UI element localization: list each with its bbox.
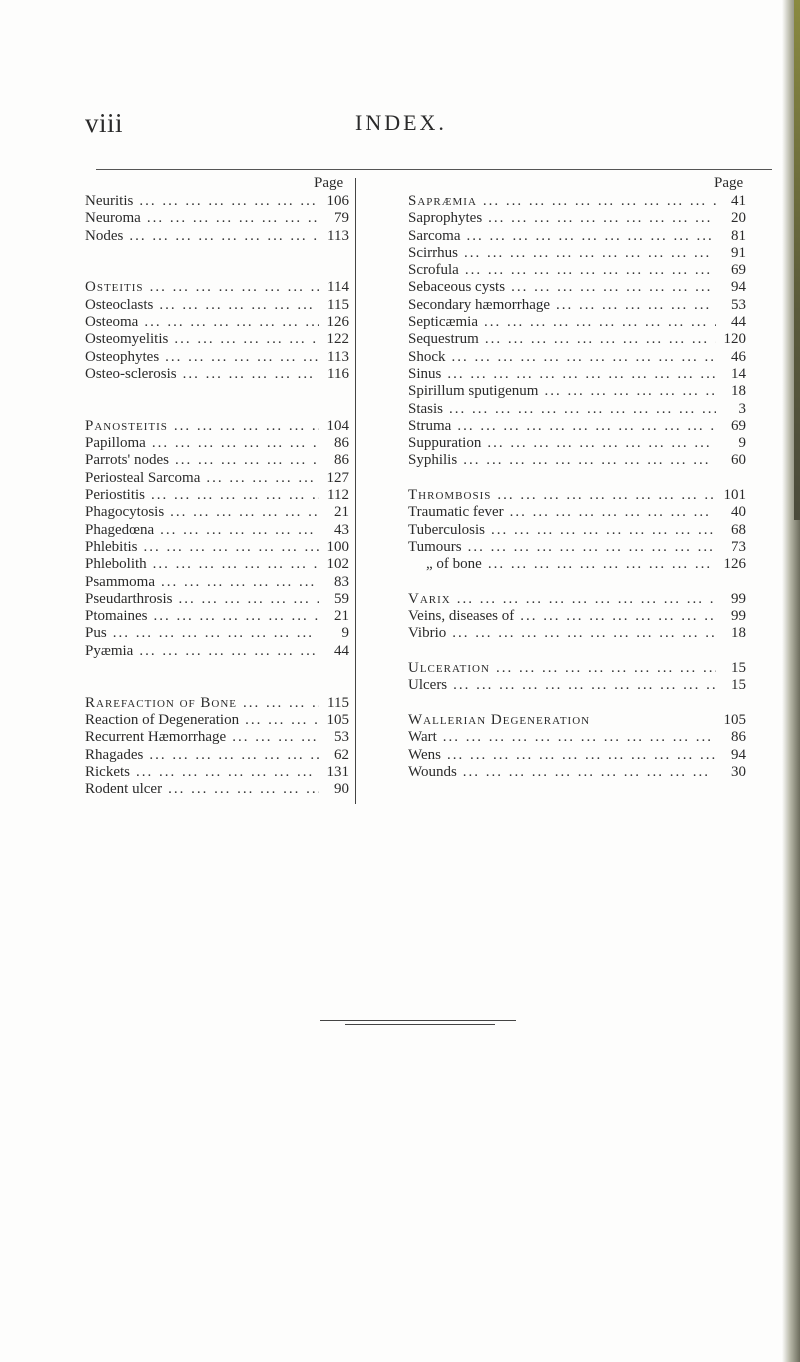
- page-number: 105: [723, 711, 746, 728]
- page-number: 120: [723, 331, 746, 348]
- page-number: 53: [334, 729, 349, 746]
- index-term: Septicæmia: [408, 314, 478, 331]
- index-term: Osteophytes: [85, 348, 160, 365]
- page-number: 73: [731, 538, 746, 555]
- entry-gap: [408, 695, 746, 712]
- index-column-right: [408, 193, 746, 781]
- leader-dots: [169, 452, 319, 469]
- index-term: Osteo-sclerosis: [85, 365, 177, 382]
- left-page-label: Page: [314, 175, 344, 191]
- leader-dots: [107, 625, 319, 642]
- index-entry: [85, 504, 349, 521]
- leader-dots: [159, 349, 319, 366]
- leader-dots: [143, 747, 319, 764]
- page-number: 94: [731, 279, 746, 296]
- end-rule-short: [345, 1024, 495, 1025]
- index-term: Sapræmia: [408, 193, 477, 209]
- entry-gap: [408, 643, 746, 660]
- index-term: Osteoma: [85, 314, 139, 331]
- index-term: Wens: [408, 746, 441, 763]
- top-rule: [96, 169, 772, 170]
- index-entry: [85, 210, 349, 227]
- index-entry: [85, 193, 349, 210]
- page-number: 113: [327, 227, 349, 244]
- leader-dots: [538, 383, 716, 400]
- index-term: Suppuration: [408, 435, 482, 452]
- index-term: Shock: [408, 348, 446, 365]
- index-term: Struma: [408, 417, 452, 434]
- index-term: Wounds: [408, 763, 457, 780]
- leader-dots: [141, 210, 319, 227]
- leader-dots: [457, 764, 716, 781]
- index-term: Sebaceous cysts: [408, 279, 506, 296]
- leader-dots: [446, 625, 716, 642]
- entry-gap: [408, 574, 746, 591]
- index-entry: [85, 556, 349, 573]
- page-number: 106: [326, 193, 349, 209]
- index-entry: [408, 729, 746, 746]
- page-number: 18: [731, 625, 746, 642]
- leader-dots: [491, 487, 716, 504]
- leader-dots: [482, 556, 716, 573]
- index-term: Pus: [85, 625, 107, 642]
- leader-dots: [146, 435, 319, 452]
- index-entry: [85, 712, 349, 729]
- index-entry: [85, 331, 349, 348]
- leader-dots: [462, 539, 716, 556]
- index-term: Vibrio: [408, 625, 447, 642]
- index-term: Sequestrum: [408, 331, 479, 348]
- leader-dots: [133, 193, 319, 210]
- leader-dots: [443, 401, 716, 418]
- index-term: Reaction of Degeneration: [85, 711, 240, 728]
- leader-dots: [162, 781, 319, 798]
- page-number: 15: [731, 660, 746, 677]
- running-head: INDEX.: [355, 110, 447, 135]
- page-number: 113: [327, 348, 349, 365]
- page-edge-stain: [794, 0, 800, 520]
- end-rule-long: [320, 1020, 516, 1021]
- page-number: 41: [731, 193, 746, 209]
- index-term: Varix: [408, 590, 451, 607]
- index-term: Nodes: [85, 227, 124, 244]
- leader-dots: [164, 504, 319, 521]
- page-number: 99: [731, 590, 746, 607]
- leader-dots: [133, 643, 319, 660]
- index-entry: [408, 383, 746, 400]
- index-entry: [408, 625, 746, 642]
- index-entry: [85, 781, 349, 798]
- page-number: 46: [731, 348, 746, 365]
- index-entry: [408, 504, 746, 521]
- index-term: Scirrhus: [408, 244, 458, 261]
- leader-dots: [155, 574, 319, 591]
- leader-dots: [441, 366, 716, 383]
- index-term: Ulcers: [408, 677, 448, 694]
- index-entry: [85, 228, 349, 245]
- index-entry: [85, 470, 349, 487]
- index-entry: [85, 349, 349, 366]
- page-number: 40: [731, 504, 746, 521]
- leader-dots: [481, 435, 716, 452]
- index-column-left: [85, 193, 349, 798]
- page-number: 15: [731, 677, 746, 694]
- index-term: Saprophytes: [408, 210, 483, 227]
- index-term: Phlebitis: [85, 538, 138, 555]
- page-number: 43: [334, 521, 349, 538]
- page-number: 131: [326, 763, 349, 780]
- page-number: 122: [326, 331, 349, 348]
- index-entry: [408, 435, 746, 452]
- index-term: Sinus: [408, 365, 442, 382]
- leader-dots: [479, 331, 716, 348]
- index-entry: [408, 660, 746, 677]
- index-entry: [408, 193, 746, 210]
- entry-gap: [85, 677, 349, 694]
- index-term: Stasis: [408, 400, 444, 417]
- index-entry: [408, 487, 746, 504]
- index-term: Thrombosis: [408, 487, 492, 504]
- index-entry: [85, 452, 349, 469]
- page-number: 94: [731, 746, 746, 763]
- index-term: Periostitis: [85, 487, 146, 504]
- leader-dots: [447, 677, 716, 694]
- index-entry: [408, 712, 746, 729]
- page-number: 9: [738, 435, 746, 452]
- page-number: 69: [731, 417, 746, 434]
- page-number: 100: [326, 538, 349, 555]
- page-number: 101: [723, 487, 746, 504]
- page-number: 99: [731, 608, 746, 625]
- leader-dots: [144, 279, 319, 296]
- index-term: Syphilis: [408, 452, 458, 469]
- index-entry: [85, 729, 349, 746]
- leader-dots: [514, 608, 716, 625]
- page-number: 3: [738, 400, 746, 417]
- leader-dots: [145, 487, 319, 504]
- index-entry: [85, 297, 349, 314]
- page-number: 90: [334, 781, 349, 798]
- leader-dots: [153, 297, 319, 314]
- page-number: 21: [334, 504, 349, 521]
- index-term: Sarcoma: [408, 227, 461, 244]
- index-entry: [85, 522, 349, 539]
- page-number: 116: [327, 365, 349, 382]
- leader-dots: [550, 297, 716, 314]
- page-number: 53: [731, 296, 746, 313]
- leader-dots: [138, 314, 319, 331]
- page-header: [0, 108, 800, 138]
- index-entry: [408, 331, 746, 348]
- index-entry: [85, 695, 349, 712]
- page-number: 102: [326, 556, 349, 573]
- leader-dots: [130, 764, 319, 781]
- leader-dots: [177, 366, 319, 383]
- leader-dots: [451, 591, 716, 608]
- index-term: Phagedœna: [85, 521, 155, 538]
- index-term: Parrots' nodes: [85, 452, 169, 469]
- index-term: Phagocytosis: [85, 504, 165, 521]
- index-entry: [408, 452, 746, 469]
- index-entry: [85, 487, 349, 504]
- entry-gap: [85, 660, 349, 677]
- page-number: 18: [731, 383, 746, 400]
- index-term: Pseudarthrosis: [85, 590, 173, 607]
- page-number: 86: [731, 729, 746, 746]
- index-entry: [408, 245, 746, 262]
- index-entry: [408, 522, 746, 539]
- leader-dots: [226, 729, 319, 746]
- leader-dots: [173, 591, 320, 608]
- index-term: Papilloma: [85, 435, 146, 452]
- index-term: Secondary hæmorrhage: [408, 296, 551, 313]
- leader-dots: [148, 608, 320, 625]
- index-entry: [85, 314, 349, 331]
- index-entry: [85, 591, 349, 608]
- index-entry: [85, 574, 349, 591]
- leader-dots: [168, 418, 319, 435]
- leader-dots: [490, 660, 716, 677]
- page-number: 115: [327, 296, 349, 313]
- leader-dots: [478, 314, 716, 331]
- leader-dots: [200, 470, 319, 487]
- page-number: 20: [731, 210, 746, 227]
- page-number: 14: [731, 365, 746, 382]
- right-page-label: Page: [714, 175, 744, 191]
- page-number: 21: [334, 608, 349, 625]
- index-entry: [85, 366, 349, 383]
- index-term: Periosteal Sarcoma: [85, 469, 201, 486]
- page-folio: viii: [85, 108, 124, 138]
- leader-dots: [460, 228, 716, 245]
- leader-dots: [458, 245, 716, 262]
- index-term: Osteitis: [85, 279, 144, 296]
- page-number: 9: [341, 625, 349, 642]
- leader-dots: [168, 331, 319, 348]
- index-term: Rodent ulcer: [85, 781, 163, 798]
- leader-dots: [441, 747, 716, 764]
- index-entry: [408, 539, 746, 556]
- index-entry: [408, 608, 746, 625]
- index-entry: [85, 279, 349, 296]
- page-number: 112: [327, 487, 349, 504]
- leader-dots: [477, 193, 716, 210]
- index-term: Tuberculosis: [408, 521, 485, 538]
- leader-dots: [446, 349, 717, 366]
- page-number: 127: [326, 469, 349, 486]
- index-entry: [408, 747, 746, 764]
- leader-dots: [459, 262, 716, 279]
- leader-dots: [147, 556, 319, 573]
- index-entry: [85, 539, 349, 556]
- index-entry: [85, 435, 349, 452]
- page-number: 86: [334, 435, 349, 452]
- index-term: Rarefaction of Bone: [85, 694, 238, 711]
- entry-gap: [408, 470, 746, 487]
- index-entry: [408, 401, 746, 418]
- page-number: 81: [731, 227, 746, 244]
- index-term: Rhagades: [85, 746, 144, 763]
- index-term: Panosteitis: [85, 417, 168, 434]
- index-term: Ulceration: [408, 660, 490, 677]
- page-number: 91: [731, 244, 746, 261]
- page-number: 126: [326, 314, 349, 331]
- page-number: 104: [326, 417, 349, 434]
- index-entry: [408, 418, 746, 435]
- leader-dots: [154, 522, 319, 539]
- page-number: 44: [334, 642, 349, 659]
- page-number: 30: [731, 763, 746, 780]
- page-number: 105: [326, 711, 349, 728]
- index-term: „ of bone: [426, 556, 482, 573]
- page-number: 126: [723, 556, 746, 573]
- index-term: Wallerian Degeneration: [408, 711, 591, 728]
- index-term: Recurrent Hæmorrhage: [85, 729, 227, 746]
- index-entry: [408, 591, 746, 608]
- page-number: 79: [334, 210, 349, 227]
- index-term: Neuritis: [85, 193, 134, 209]
- page-number: 115: [327, 694, 349, 711]
- index-entry: [408, 228, 746, 245]
- leader-dots: [485, 522, 716, 539]
- page-number: 114: [327, 279, 349, 296]
- index-entry: [408, 297, 746, 314]
- leader-dots: [504, 504, 716, 521]
- index-term: Rickets: [85, 763, 130, 780]
- index-term: Ptomaines: [85, 608, 148, 625]
- page-number: 44: [731, 314, 746, 331]
- leader-dots: [237, 695, 319, 712]
- index-term: Osteoclasts: [85, 296, 154, 313]
- page-number: 83: [334, 573, 349, 590]
- index-entry: [408, 677, 746, 694]
- leader-dots: [138, 539, 319, 556]
- index-entry: [408, 279, 746, 296]
- page-number: 68: [731, 521, 746, 538]
- page-number: 60: [731, 452, 746, 469]
- index-term: Neuroma: [85, 210, 141, 227]
- index-entry: [85, 747, 349, 764]
- index-term: Traumatic fever: [408, 504, 504, 521]
- entry-gap: [85, 245, 349, 262]
- leader-dots: [505, 279, 716, 296]
- index-entry: [85, 764, 349, 781]
- index-term: Osteomyelitis: [85, 331, 169, 348]
- index-entry: [408, 262, 746, 279]
- leader-dots: [239, 712, 319, 729]
- entry-gap: [85, 383, 349, 400]
- index-entry: [408, 314, 746, 331]
- index-term: Spirillum sputigenum: [408, 383, 539, 400]
- leader-dots: [451, 418, 716, 435]
- leader-dots: [437, 729, 716, 746]
- entry-gap: [85, 262, 349, 279]
- page-number: 69: [731, 262, 746, 279]
- index-entry: [408, 764, 746, 781]
- index-entry: [85, 625, 349, 642]
- index-term: Scrofula: [408, 262, 459, 279]
- leader-dots: [482, 210, 716, 227]
- index-term: Veins, diseases of: [408, 608, 515, 625]
- index-entry: [85, 608, 349, 625]
- page-number: 86: [334, 452, 349, 469]
- index-term: Phlebolith: [85, 556, 147, 573]
- page-number: 62: [334, 746, 349, 763]
- leader-dots: [457, 452, 716, 469]
- index-entry: [408, 556, 746, 573]
- index-term: Pyæmia: [85, 642, 134, 659]
- index-entry: [408, 210, 746, 227]
- index-term: Psammoma: [85, 573, 155, 590]
- entry-gap: [85, 401, 349, 418]
- index-entry: [85, 418, 349, 435]
- leader-dots: [123, 228, 319, 245]
- index-entry: [85, 643, 349, 660]
- page-number: 59: [334, 590, 349, 607]
- index-term: Wart: [408, 729, 437, 746]
- column-divider: [355, 178, 356, 804]
- index-term: Tumours: [408, 538, 462, 555]
- index-entry: [408, 349, 746, 366]
- index-entry: [408, 366, 746, 383]
